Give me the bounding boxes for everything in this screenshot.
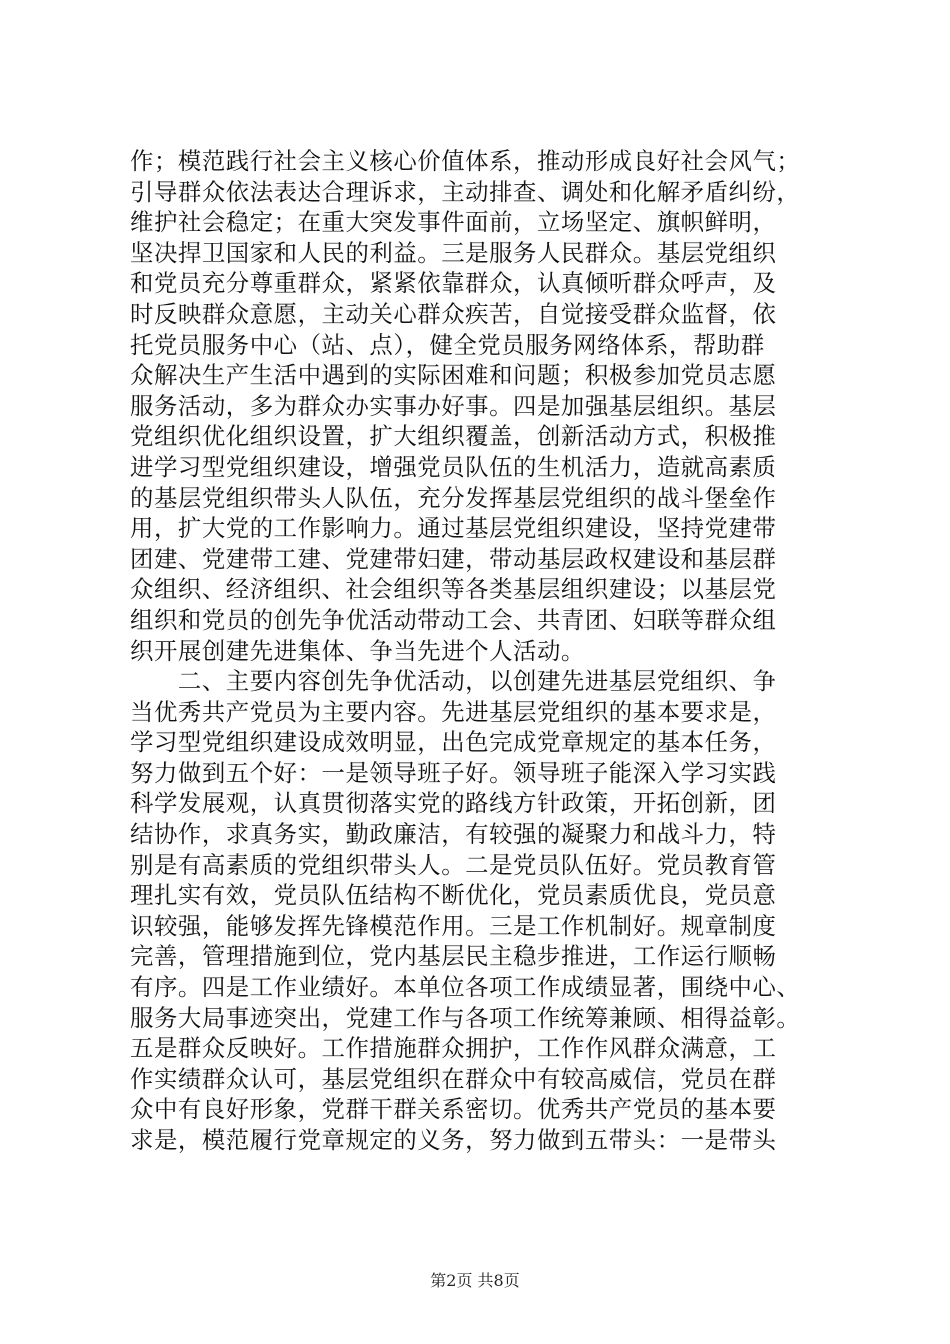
text-line: 结协作，求真务实，勤政廉洁，有较强的凝聚力和战斗力，特 — [130, 820, 777, 849]
text-line: 作；模范践行社会主义核心价值体系，推动形成良好社会风气； — [130, 147, 801, 175]
text-line: 织开展创建先进集体、争当先进个人活动。 — [130, 636, 585, 665]
text-line: 坚决捍卫国家和人民的利益。三是服务人民群众。基层党组织 — [130, 238, 777, 267]
text-line: 完善，管理措施到位，党内基层民主稳步推进，工作运行顺畅 — [130, 942, 777, 971]
page-number-footer: 第2页 共8页 — [430, 1271, 520, 1290]
text-line: 托党员服务中心（站、点），健全党员服务网络体系，帮助群 — [130, 330, 765, 359]
text-line: 作实绩群众认可，基层党组织在群众中有较高威信，党员在群 — [130, 1064, 777, 1093]
text-line: 五是群众反映好。工作措施群众拥护，工作作风群众满意，工 — [130, 1034, 777, 1063]
text-line: 努力做到五个好：一是领导班子好。领导班子能深入学习实践 — [130, 758, 777, 787]
text-line: 的基层党组织带头人队伍，充分发挥基层党组织的战斗堡垒作 — [130, 483, 777, 512]
text-line: 时反映群众意愿，主动关心群众疾苦，自觉接受群众监督，依 — [130, 299, 777, 328]
text-line: 服务大局事迹突出，党建工作与各项工作统筹兼顾、相得益彰。 — [130, 1003, 801, 1032]
text-line: 理扎实有效，党员队伍结构不断优化，党员素质优良，党员意 — [130, 881, 777, 910]
text-line: 和党员充分尊重群众，紧紧依靠群众，认真倾听群众呼声，及 — [130, 269, 777, 298]
text-line: 用，扩大党的工作影响力。通过基层党组织建设，坚持党建带 — [130, 514, 777, 543]
text-line: 科学发展观，认真贯彻落实党的路线方针政策，开拓创新，团 — [130, 789, 777, 818]
text-line: 学习型党组织建设成效明显，出色完成党章规定的基本任务， — [130, 728, 777, 757]
text-line: 识较强，能够发挥先锋模范作用。三是工作机制好。规章制度 — [130, 911, 777, 940]
text-line: 有序。四是工作业绩好。本单位各项工作成绩显著，围绕中心、 — [130, 973, 801, 1002]
text-line: 进学习型党组织建设，增强党员队伍的生机活力，造就高素质 — [130, 452, 777, 481]
text-line: 众解决生产生活中遇到的实际困难和问题；积极参加党员志愿 — [130, 361, 777, 390]
document-body — [130, 146, 850, 1156]
text-line: 众中有良好形象，党群干群关系密切。优秀共产党员的基本要 — [130, 1095, 777, 1124]
text-line: 二、主要内容创先争优活动，以创建先进基层党组织、争 — [130, 667, 777, 696]
text-line: 服务活动，多为群众办实事办好事。四是加强基层组织。基层 — [130, 391, 777, 420]
text-line: 维护社会稳定；在重大突发事件面前，立场坚定、旗帜鲜明， — [130, 208, 777, 237]
text-line: 当优秀共产党员为主要内容。先进基层党组织的基本要求是， — [130, 697, 777, 726]
text-line: 组织和党员的创先争优活动带动工会、共青团、妇联等群众组 — [130, 605, 777, 634]
text-line: 求是，模范履行党章规定的义务，努力做到五带头：一是带头 — [130, 1126, 777, 1154]
text-line: 党组织优化组织设置，扩大组织覆盖，创新活动方式，积极推 — [130, 422, 777, 451]
text-line: 引导群众依法表达合理诉求，主动排查、调处和化解矛盾纠纷， — [130, 177, 801, 206]
text-line: 别是有高素质的党组织带头人。二是党员队伍好。党员教育管 — [130, 850, 777, 879]
text-line: 团建、党建带工建、党建带妇建，带动基层政权建设和基层群 — [130, 544, 777, 573]
text-line: 众组织、经济组织、社会组织等各类基层组织建设；以基层党 — [130, 575, 777, 604]
